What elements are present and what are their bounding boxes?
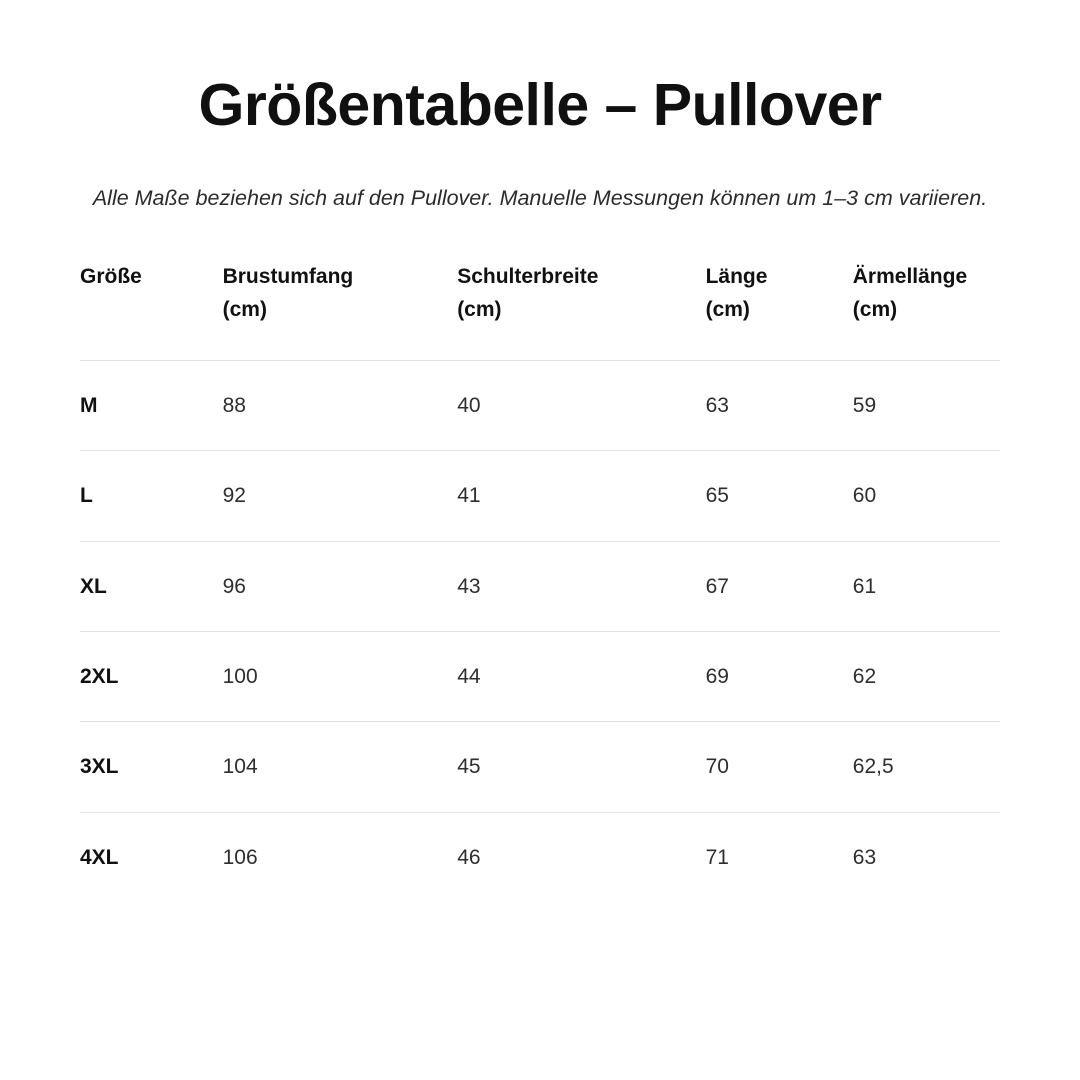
column-header-length: [706, 261, 853, 361]
table-row: [80, 541, 1000, 631]
cell-shoulder: 46: [457, 845, 481, 869]
column-header-label: Schulterbreite: [457, 265, 599, 289]
column-header-shoulder: [457, 261, 705, 361]
cell-length: 70: [705, 755, 729, 779]
cell-sleeve: 62,5: [852, 755, 894, 779]
cell-length: 65: [705, 484, 729, 508]
column-header-chest: [223, 261, 458, 361]
table-header-row: [80, 261, 1000, 361]
column-header-unit: (cm): [457, 297, 502, 321]
cell-length: 63: [705, 394, 729, 418]
cell-shoulder: 45: [457, 755, 481, 779]
cell-sleeve: 60: [852, 484, 877, 508]
cell-shoulder: 41: [457, 484, 481, 508]
table-row: [80, 722, 1000, 812]
size-table: [80, 261, 1000, 902]
column-header-unit: (cm): [705, 297, 750, 321]
column-header-unit: (cm): [852, 297, 898, 321]
table-row: [80, 812, 1000, 902]
column-header-label: Größe: [80, 265, 142, 289]
table-row: [80, 451, 1000, 541]
cell-chest: 96: [222, 574, 246, 598]
cell-chest: 88: [222, 394, 246, 418]
page-title: Größentabelle – Pullover: [198, 72, 882, 138]
table-header: [80, 261, 1000, 361]
table-row: [80, 632, 1000, 722]
cell-sleeve: 62: [852, 665, 877, 689]
column-header-size: [80, 261, 223, 361]
cell-size: XL: [80, 574, 107, 598]
cell-size: 4XL: [80, 845, 119, 869]
cell-sleeve: 63: [852, 845, 877, 869]
column-header-unit: (cm): [222, 297, 267, 321]
cell-size: 3XL: [80, 755, 119, 779]
column-header-label: Brustumfang: [222, 265, 354, 289]
cell-length: 69: [705, 665, 729, 689]
column-header-sleeve: [853, 261, 1000, 361]
column-header-label: Ärmellänge: [852, 265, 968, 289]
cell-length: 71: [705, 845, 729, 869]
cell-size: L: [80, 484, 93, 508]
cell-chest: 106: [222, 845, 258, 869]
cell-sleeve: 59: [852, 394, 877, 418]
cell-sleeve: 61: [852, 574, 877, 598]
cell-chest: 104: [222, 755, 258, 779]
column-header-label: Länge: [705, 265, 768, 289]
page-subtitle: Alle Maße beziehen sich auf den Pullover. Manuelle Messungen können um 1–3 cm variieren.: [92, 185, 988, 210]
cell-chest: 92: [222, 484, 246, 508]
table-body: [80, 361, 1000, 902]
table-row: [80, 361, 1000, 451]
cell-size: 2XL: [80, 665, 119, 689]
cell-shoulder: 43: [457, 574, 481, 598]
cell-size: M: [80, 394, 98, 418]
cell-shoulder: 40: [457, 394, 481, 418]
cell-chest: 100: [222, 665, 258, 689]
cell-shoulder: 44: [457, 665, 481, 689]
cell-length: 67: [705, 574, 729, 598]
